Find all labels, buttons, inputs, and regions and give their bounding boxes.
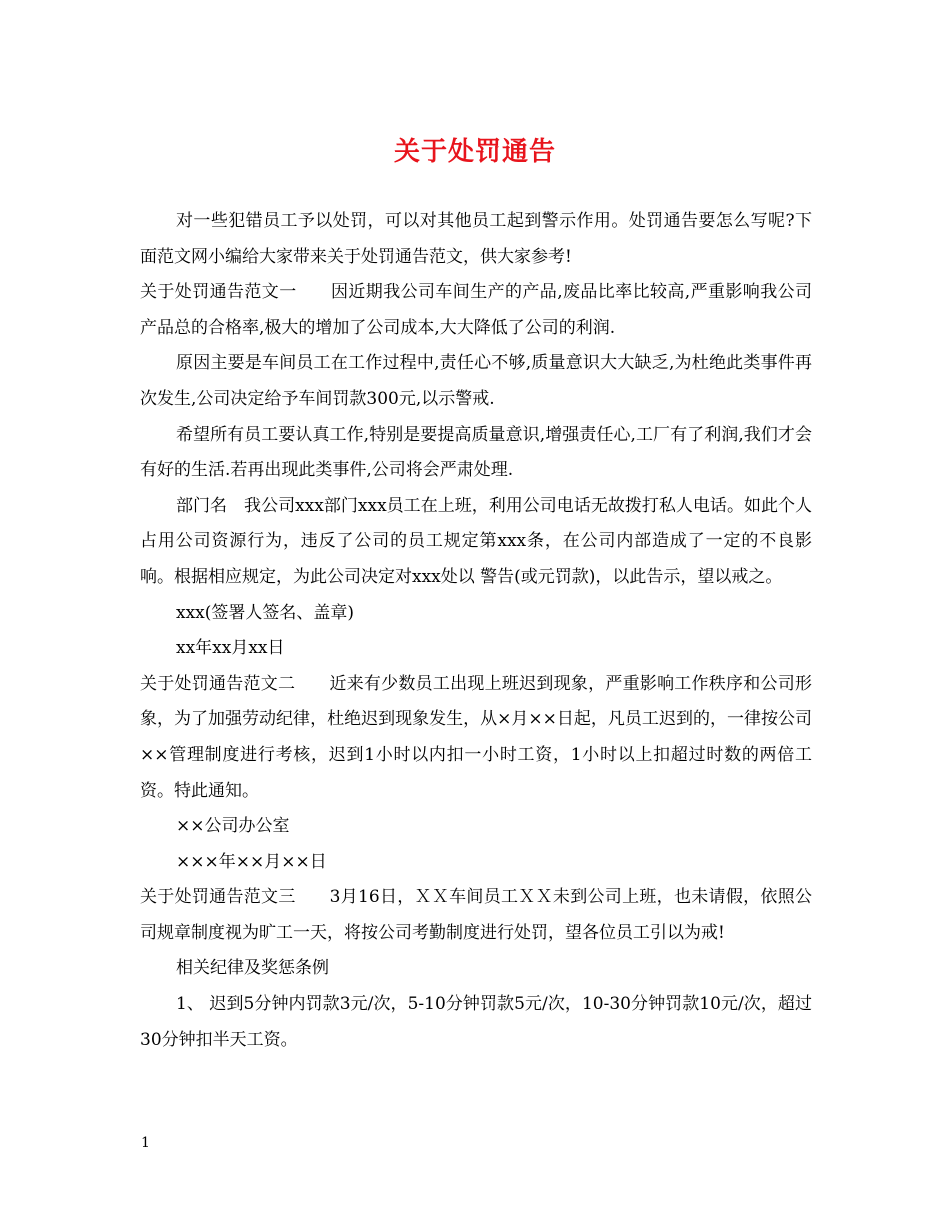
paragraph-sample-two: 关于处罚通告范文二 近来有少数员工出现上班迟到现象，严重影响工作秩序和公司形象，为了加强劳动纪律，杜绝迟到现象发生，从×月××日起，凡员工迟到的，一律按公司××管理制度进行考核，迟到1小时以内扣一小时工资，1小时以上扣超过时数的两倍工资。特此通知。 bbox=[140, 673, 813, 801]
document-title: 关于处罚通告 bbox=[393, 137, 556, 167]
date-line: ×××年××月××日 bbox=[176, 851, 327, 872]
signature-line: ××公司办公室 bbox=[176, 816, 290, 837]
date-line: xx年xx月xx日 bbox=[176, 638, 285, 659]
page-number: 1 bbox=[141, 1135, 150, 1151]
paragraph: 1、 迟到5分钟内罚款3元/次，5-10分钟罚款5元/次，10-30分钟罚款10元/次，超过30分钟扣半天工资。 bbox=[140, 994, 812, 1050]
paragraph: 相关纪律及奖惩条例 bbox=[176, 958, 329, 979]
paragraph: 希望所有员工要认真工作,特别是要提高质量意识,增强责任心,工厂有了利润,我们才会有好的生活.若再出现此类事件,公司将会严肃处理. bbox=[140, 424, 812, 481]
signature-line: xxx(签署人签名、盖章) bbox=[176, 602, 355, 623]
section-heading: 关于处罚通告范文一 bbox=[140, 282, 297, 303]
paragraph-sample-three: 关于处罚通告范文三 3月16日，ＸＸ车间员工ＸＸ未到公司上班，也未请假，依照公司规章制度视为旷工一天，将按公司考勤制度进行处罚，望各位员工引以为戒! bbox=[140, 887, 812, 943]
section-heading: 关于处罚通告范文三 bbox=[140, 887, 296, 908]
paragraph-sample-one: 关于处罚通告范文一 因近期我公司车间生产的产品,废品比率比较高,严重影响我公司产品总的合格率,极大的增加了公司成本,大大降低了公司的利润. bbox=[140, 282, 813, 338]
paragraph-intro: 对一些犯错员工予以处罚，可以对其他员工起到警示作用。处罚通告要怎么写呢?下面范文网小编给大家带来关于处罚通告范文，供大家参考! bbox=[140, 211, 812, 267]
paragraph: 部门名 我公司xxx部门xxx员工在上班，利用公司电话无故拨打私人电话。如此个人占用公司资源行为，违反了公司的员工规定第xxx条，在公司内部造成了一定的不良影响。根据相应规定，为此公司决定对xxx处以 警告(或元罚款)，以此告示，望以戒之。 bbox=[140, 495, 812, 587]
document-body bbox=[140, 204, 812, 1058]
section-heading: 关于处罚通告范文二 bbox=[140, 673, 296, 694]
paragraph: 原因主要是车间员工在工作过程中,责任心不够,质量意识大大缺乏,为杜绝此类事件再次发生,公司决定给予车间罚款300元,以示警戒. bbox=[140, 353, 812, 409]
